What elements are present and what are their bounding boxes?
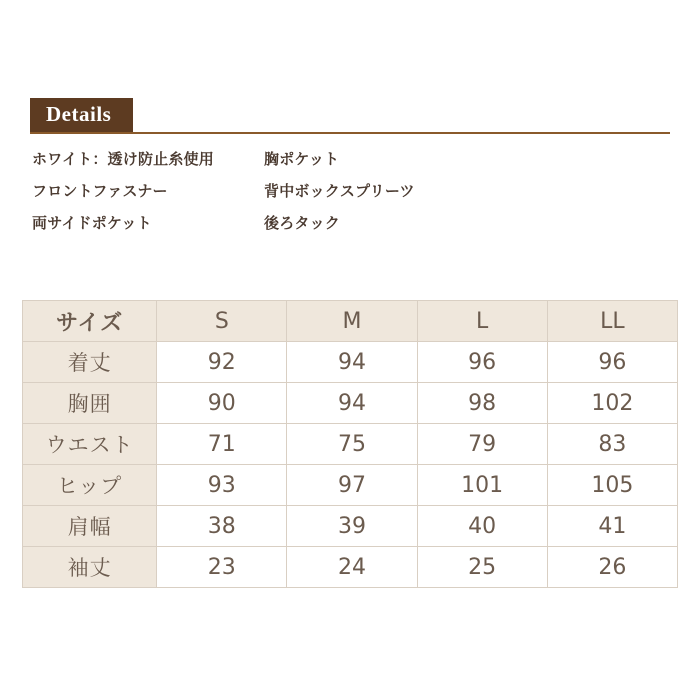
table-row: [23, 506, 678, 547]
feature-row: [32, 180, 652, 201]
size-table-head: [23, 301, 678, 342]
table-row: [23, 342, 678, 383]
measurement-value: 26: [547, 547, 677, 588]
measurement-value: 39: [287, 506, 417, 547]
feature-row: [32, 212, 652, 233]
details-divider: [30, 132, 670, 134]
measurement-value: 90: [157, 383, 287, 424]
size-column-header: L: [417, 301, 547, 342]
measurement-label: ウエスト: [23, 424, 157, 465]
size-column-header: M: [287, 301, 417, 342]
feature-list: [32, 148, 652, 244]
measurement-value: 98: [417, 383, 547, 424]
measurement-value: 102: [547, 383, 677, 424]
measurement-value: 83: [547, 424, 677, 465]
measurement-value: 24: [287, 547, 417, 588]
table-row: [23, 547, 678, 588]
measurement-value: 23: [157, 547, 287, 588]
measurement-value: 105: [547, 465, 677, 506]
measurement-label: 肩幅: [23, 506, 157, 547]
table-row: [23, 383, 678, 424]
size-column-header: LL: [547, 301, 677, 342]
measurement-value: 92: [157, 342, 287, 383]
measurement-value: 94: [287, 383, 417, 424]
measurement-value: 97: [287, 465, 417, 506]
measurement-label: 袖丈: [23, 547, 157, 588]
measurement-label: 胸囲: [23, 383, 157, 424]
measurement-value: 41: [547, 506, 677, 547]
measurement-value: 93: [157, 465, 287, 506]
measurement-value: 96: [547, 342, 677, 383]
size-table: [22, 300, 678, 588]
feature-item: ホワイト：透け防止糸使用: [32, 150, 214, 168]
size-table-corner-label: サイズ: [23, 301, 157, 342]
feature-item: 背中ボックスプリーツ: [264, 182, 415, 200]
table-row: [23, 424, 678, 465]
feature-item: 胸ポケット: [264, 150, 340, 168]
measurement-value: 96: [417, 342, 547, 383]
feature-item: 両サイドポケット: [32, 214, 152, 232]
size-table-body: [23, 342, 678, 588]
table-row: [23, 465, 678, 506]
feature-item: フロントファスナー: [32, 182, 168, 200]
size-chart: [22, 300, 678, 588]
measurement-value: 94: [287, 342, 417, 383]
measurement-value: 25: [417, 547, 547, 588]
feature-item: 後ろタック: [264, 214, 341, 232]
feature-row: [32, 148, 652, 169]
measurement-value: 71: [157, 424, 287, 465]
size-column-header: S: [157, 301, 287, 342]
details-section-header: [30, 98, 670, 134]
details-heading: Details: [30, 98, 133, 132]
measurement-label: ヒップ: [23, 465, 157, 506]
measurement-label: 着丈: [23, 342, 157, 383]
measurement-value: 38: [157, 506, 287, 547]
measurement-value: 79: [417, 424, 547, 465]
measurement-value: 40: [417, 506, 547, 547]
measurement-value: 101: [417, 465, 547, 506]
table-header-row: [23, 301, 678, 342]
measurement-value: 75: [287, 424, 417, 465]
